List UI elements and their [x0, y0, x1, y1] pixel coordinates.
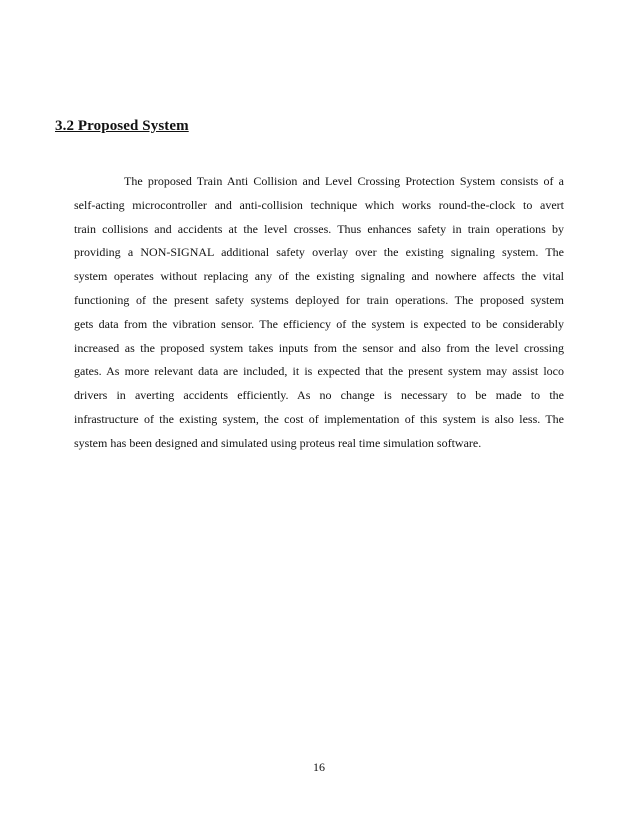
page-number: 16 — [313, 760, 325, 774]
paragraph-line: infrastructure of the existing system, the cost of implementation of this system is also less. The — [74, 411, 564, 426]
paragraph-line: functioning of the present safety systems deployed for train operations. The proposed system — [74, 292, 564, 307]
body-paragraph — [74, 170, 564, 456]
paragraph-line: system has been designed and simulated using proteus real time simulation software. — [74, 435, 482, 450]
paragraph-line: increased as the proposed system takes inputs from the sensor and also from the level crossing — [74, 340, 564, 355]
paragraph-line: drivers in averting accidents efficiently. As no change is necessary to be made to the — [74, 388, 564, 403]
paragraph-line: system operates without replacing any of the existing signaling and nowhere affects the vital — [74, 269, 564, 284]
section-heading: 3.2 Proposed System — [55, 118, 189, 134]
paragraph-line: gets data from the vibration sensor. The efficiency of the system is expected to be considerably — [74, 316, 564, 331]
paragraph-line: gates. As more relevant data are included, it is expected that the present system may assist loco — [74, 364, 564, 379]
paragraph-line: The proposed Train Anti Collision and Level Crossing Protection System consists of a — [124, 174, 564, 188]
paragraph-line: providing a NON-SIGNAL additional safety overlay over the existing signaling system. The — [74, 245, 564, 260]
paragraph-line: train collisions and accidents at the level crosses. Thus enhances safety in train operations by — [74, 221, 564, 236]
paragraph-line: self-acting microcontroller and anti-collision technique which works round-the-clock to avert — [74, 197, 564, 212]
